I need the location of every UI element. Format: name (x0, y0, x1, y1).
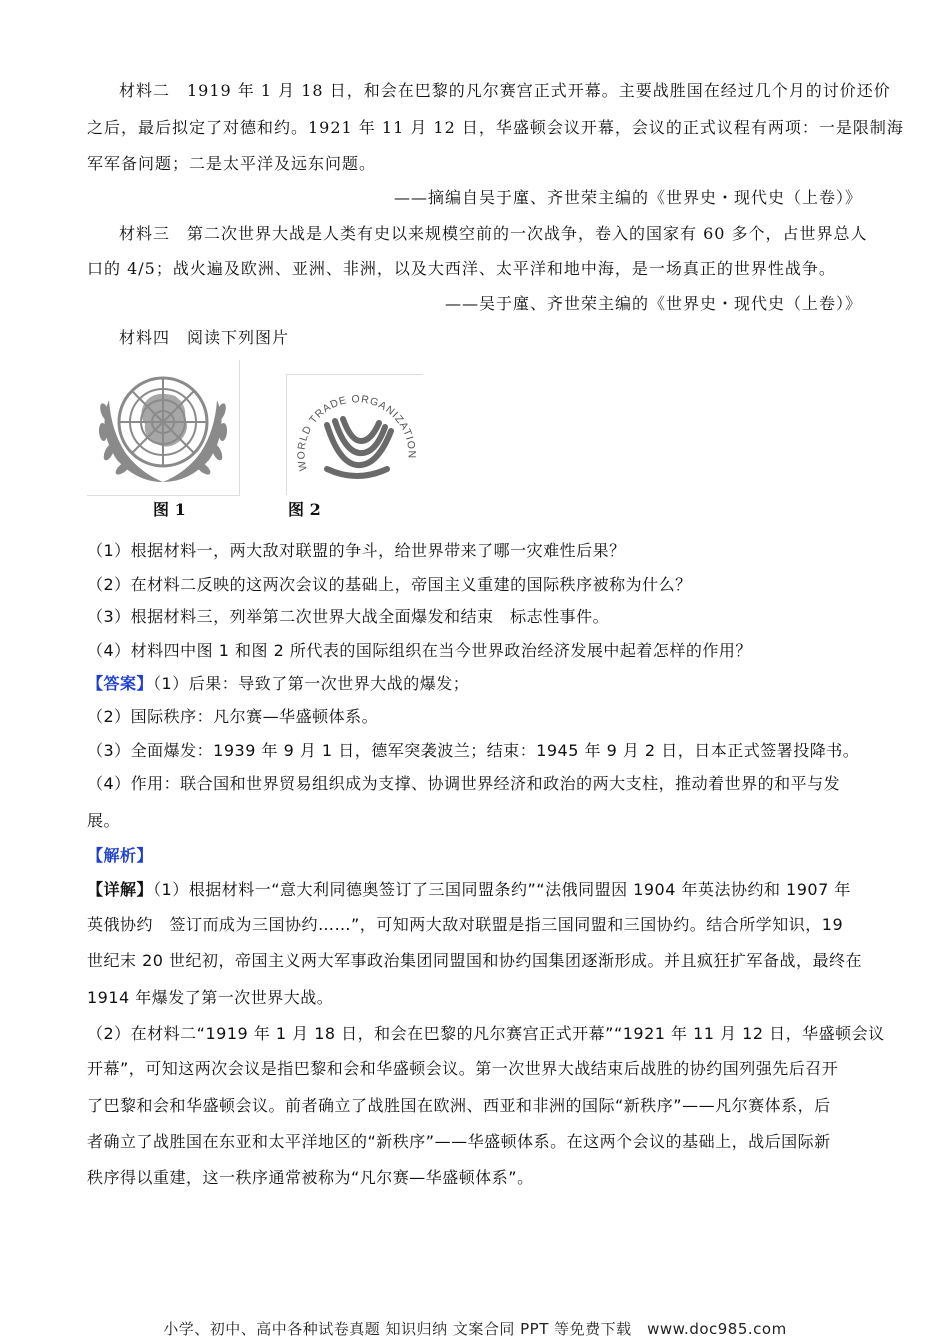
question-3: （3）根据材料三，列举第二次世界大战全面爆发和结束 标志性事件。 (87, 607, 610, 626)
wto-logo-text: WORLD TRADE ORGANIZATION (295, 393, 418, 472)
analysis-tag: 【解析】 (87, 846, 154, 865)
analysis-p1-line3: 世纪末 20 世纪初，帝国主义两大军事政治集团同盟国和协约国集团逐渐形成。并且疯狂扩军备战，最终在 (87, 951, 863, 970)
question-2: （2）在材料二反映的这两次会议的基础上，帝国主义重建的国际秩序被称为什么？ (87, 575, 692, 594)
material2-source: ——摘编自吴于廑、齐世荣主编的《世界史・现代史（上卷）》 (393, 188, 862, 207)
page-footer: 小学、初中、高中各种试卷真题 知识归纳 文案合同 PPT 等免费下载 www.doc985.com (163, 1320, 787, 1338)
answer-2: （2）国际秩序：凡尔赛—华盛顿体系。 (87, 707, 379, 726)
material3-line1: 材料三 第二次世界大战是人类有史以来规模空前的一次战争，卷入的国家有 60 多个，占世界总人 (119, 224, 868, 243)
analysis-p2-line2: 开幕”，可知这两次会议是指巴黎和会和华盛顿会议。第一次世界大战结束后战胜的协约国列强先后召开 (87, 1059, 839, 1078)
analysis-p1-line2: 英俄协约 签订而成为三国协约……”，可知两大敌对联盟是指三国同盟和三国协约。结合所学知识，19 (87, 915, 844, 934)
un-emblem-icon (87, 360, 239, 495)
wto-logo-icon (287, 375, 423, 495)
question-1: （1）根据材料一，两大敌对联盟的争斗，给世界带来了哪一灾难性后果？ (87, 541, 626, 560)
material3-source: ——吴于廑、齐世荣主编的《世界史・现代史（上卷）》 (444, 294, 862, 313)
material4-title: 材料四 阅读下列图片 (119, 328, 290, 347)
analysis-p2-line1: （2）在材料二“1919 年 1 月 18 日，和会在巴黎的凡尔赛宫正式开幕”“1921 年 11 月 12 日，华盛顿会议 (87, 1024, 885, 1043)
answer-tag: 【答案】 (87, 674, 154, 693)
answer-1-line (87, 673, 867, 695)
figure1-caption: 图 1 (153, 500, 186, 519)
answer-4-line2: 展。 (87, 811, 121, 830)
answer-3: （3）全面爆发：1939 年 9 月 1 日，德军突袭波兰；结束：1945 年 9 月 2 日，日本正式签署投降书。 (87, 741, 860, 760)
material2-line1: 材料二 1919 年 1 月 18 日，和会在巴黎的凡尔赛宫正式开幕。主要战胜国在经过几个月的讨价还价 (119, 81, 891, 100)
material3-line2: 口的 4/5；战火遍及欧洲、亚洲、非洲，以及大西洋、太平洋和地中海，是一场真正的世界性战争。 (87, 259, 836, 278)
wto-logo-figure (286, 374, 423, 495)
figure2-caption: 图 2 (288, 500, 321, 519)
question-4: （4）材料四中图 1 和图 2 所代表的国际组织在当今世界政治经济发展中起着怎样的作用？ (87, 641, 752, 660)
analysis-p2-line3: 了巴黎和会和华盛顿会议。前者确立了战胜国在欧洲、西亚和非洲的国际“新秩序”——凡尔赛体系，后 (87, 1096, 831, 1115)
material2-line2: 之后，最后拟定了对德和约。1921 年 11 月 12 日，华盛顿会议开幕，会议的正式议程有两项：一是限制海 (87, 118, 904, 137)
material2-line3: 军军备问题；二是太平洋及远东问题。 (87, 154, 377, 173)
un-emblem-figure (87, 360, 240, 496)
analysis-p1-line1 (87, 879, 867, 901)
answer-1: （1）后果：导致了第一次世界大战的爆发； (153, 674, 470, 693)
analysis-p1-line4: 1914 年爆发了第一次世界大战。 (87, 988, 334, 1007)
answer-4-line1: （4）作用：联合国和世界贸易组织成为支撑、协调世界经济和政治的两大支柱，推动着世界的和平与发 (87, 774, 841, 793)
analysis-p1-line1-text: （1）根据材料一“意大利同德奥签订了三国同盟条约”“法俄同盟因 1904 年英法协约和 1907 年 (153, 880, 851, 899)
analysis-p2-line4: 者确立了战胜国在东亚和太平洋地区的“新秩序”——华盛顿体系。在这两个会议的基础上，战后国际新 (87, 1132, 831, 1151)
analysis-p2-line5: 秩序得以重建，这一秩序通常被称为“凡尔赛—华盛顿体系”。 (87, 1168, 534, 1187)
detail-tag: 【详解】 (87, 880, 154, 899)
